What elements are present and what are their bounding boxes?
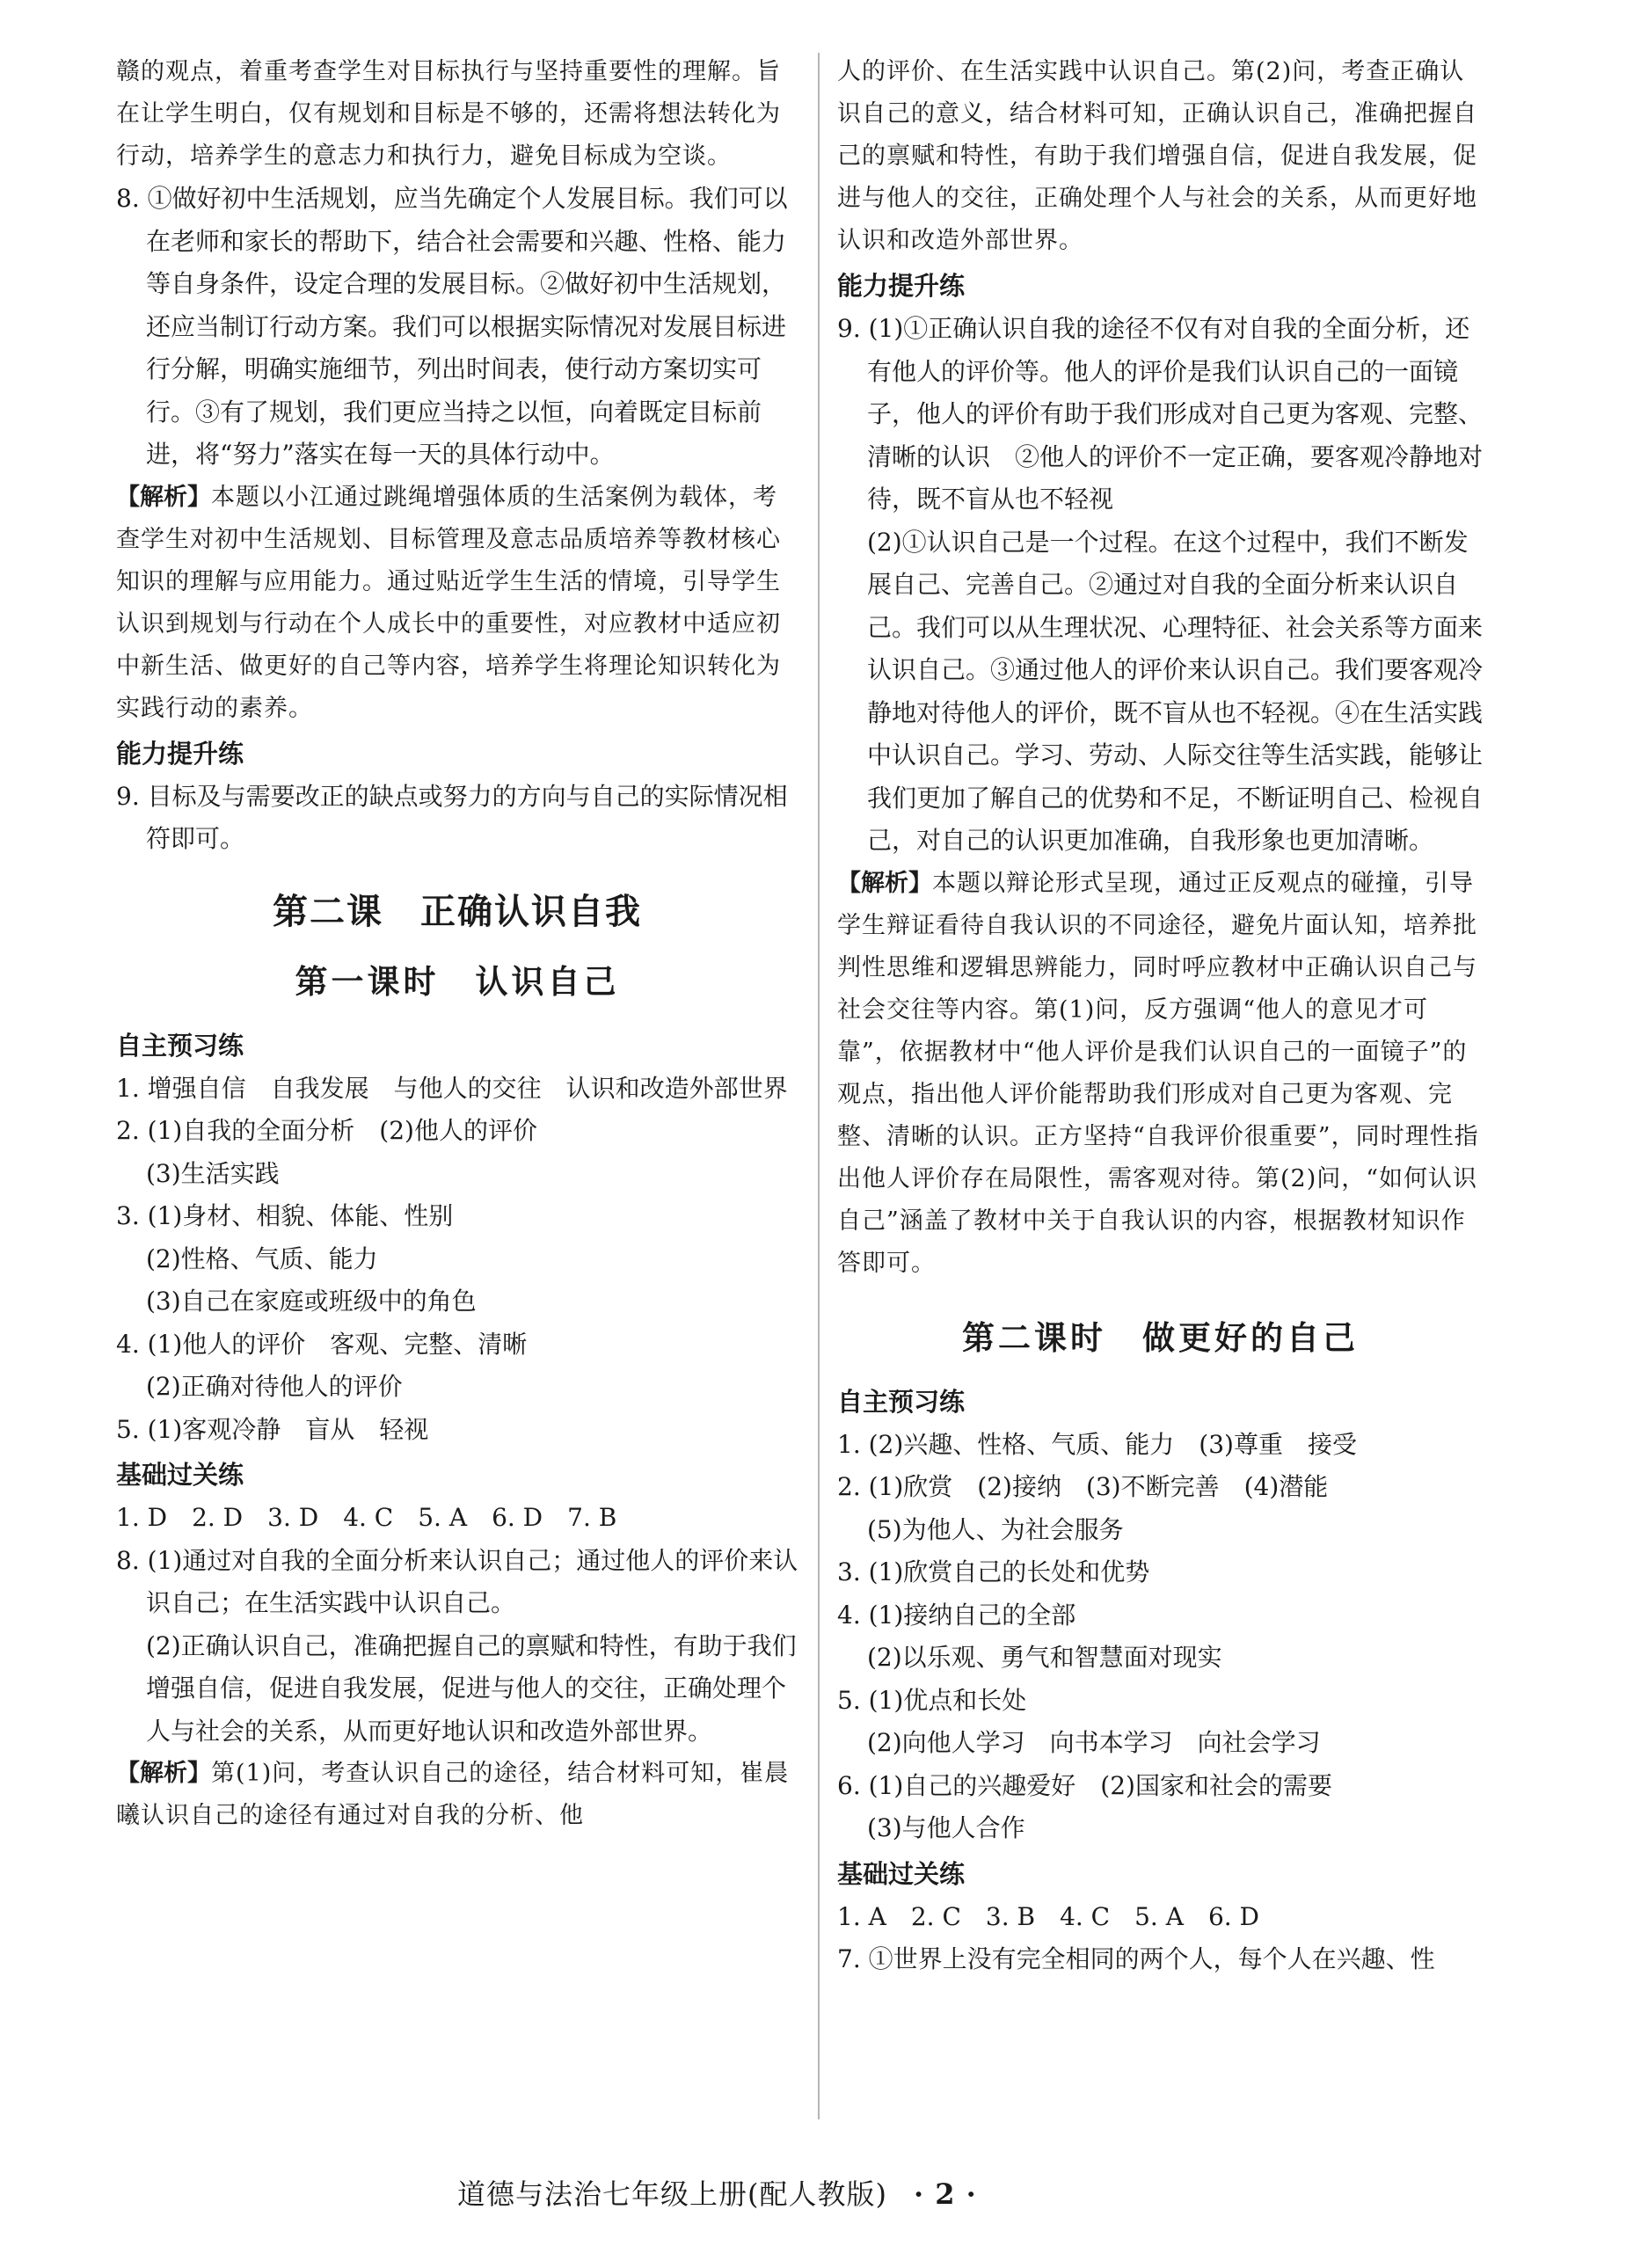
section-ability: 能力提升练 [116,738,244,769]
answer-q9-part2: (2)①认识自己是一个过程。在这个过程中，我们不断发展自己、完善自己。②通过对自我的全面分析来认识自己。我们可以从生理状况、心理特征、社会关系等方面来认识自己。③通过他人的评价来认识自己。我们要客观冷静地对待他人的评价，既不盲从也不轻视。④在生活实践中认识自己。学习、劳动、人际交往等生活实践，能够让我们更加了解自己的优势和不足，不断证明自己、检视自己，对自己的认识更加准确，自我形象也更加清晰。 [867,527,1484,855]
page-footer [457,2172,977,2213]
answer-q9-part1: 9. (1)①正确认识自我的途径不仅有对自我的全面分析，还有他人的评价等。他人的评价是我们认识自己的一面镜子，他人的评价有助于我们形成对自己更为客观、完整、清晰的认识 ②他人的评价不一定正确，要客观冷静地对待，既不盲从也不轻视 [837,314,1484,514]
right-column [837,51,1484,1981]
book-title: 道德与法治七年级上册(配人教版) [457,2177,887,2211]
answer-line: (2)性格、气质、能力 [146,1243,378,1273]
answer-line: 2. (1)自我的全面分析 (2)他人的评价 [116,1116,537,1145]
page-number: · 2 · [913,2177,977,2211]
analysis-text: 第(1)问，考查认识自己的途径，结合材料可知，崔晨曦认识自己的途径有通过对自我的分析、他 [116,1760,790,1829]
answer-line: (5)为他人、为社会服务 [867,1514,1124,1544]
answer-line: 5. (1)优点和长处 [837,1685,1027,1715]
answer-line: (3)自己在家庭或班级中的角色 [146,1287,477,1316]
answer-line: (3)生活实践 [146,1158,280,1188]
section-preview: 自主预习练 [116,1030,244,1061]
period-title: 第二课时 做更好的自己 [962,1317,1359,1357]
column-divider [818,53,820,2119]
answer-line: (3)与他人合作 [867,1813,1025,1842]
period-title: 第一课时 认识自己 [295,961,620,1001]
analysis-tag: 【解析】 [116,1760,211,1787]
answer-line: 5. (1)客观冷静 盲从 轻视 [116,1414,429,1444]
answer-line: 1. 增强自信 自我发展 与他人的交往 认识和改造外部世界 [116,1073,788,1103]
choice-answers: 1. A 2. C 3. B 4. C 5. A 6. D [837,1901,1260,1931]
section-basic: 基础过关练 [116,1460,244,1490]
choice-answers: 1. D 2. D 3. D 4. C 5. A 6. D 7. B [116,1503,617,1532]
section-preview: 自主预习练 [837,1386,966,1417]
answer-line: 2. (1)欣赏 (2)接纳 (3)不断完善 (4)潜能 [837,1472,1329,1501]
analysis-tag: 【解析】 [837,869,932,897]
answer-q8: 8. ①做好初中生活规划，应当先确定个人发展目标。我们可以在老师和家长的帮助下，结合社会需要和兴趣、性格、能力等自身条件，设定合理的发展目标。②做好初中生活规划，还应当制订行动方案。我们可以根据实际情况对发展目标进行分解，明确实施细节，列出时间表，使行动方案切实可行。③有了规划，我们更应当持之以恒，向着既定目标前进，将“努力”落实在每一天的具体行动中。 [116,184,788,469]
analysis-tag: 【解析】 [116,483,211,511]
lesson-title: 第二课 正确认识自我 [273,891,642,932]
answer-line: 4. (1)接纳自己的全部 [837,1600,1076,1630]
answer-line: 4. (1)他人的评价 客观、完整、清晰 [116,1329,528,1359]
left-column [116,51,798,1837]
analysis-text: 本题以小江通过跳绳增强体质的生活案例为载体，考查学生对初中生活规划、目标管理及意志品质培养等教材核心知识的理解与应用能力。通过贴近学生生活的情境，引导学生认识到规划与行动在个人成长中的重要性，对应教材中适应初中新生活、做更好的自己等内容，培养学生将理论知识转化为实践行动的素养。 [116,483,781,722]
answer-q8-part2: (2)正确认识自己，准确把握自己的禀赋和特性，有助于我们增强自信，促进自我发展，促进与他人的交往，正确处理个人与社会的关系，从而更好地认识和改造外部世界。 [146,1630,797,1746]
answer-line: 6. (1)自己的兴趣爱好 (2)国家和社会的需要 [837,1770,1332,1800]
answer-line: 1. (2)兴趣、性格、气质、能力 (3)尊重 接受 [837,1429,1357,1459]
answer-line: (2)正确对待他人的评价 [146,1372,403,1401]
continued-analysis: 人的评价、在生活实践中认识自己。第(2)问，考查正确认识自己的意义，结合材料可知，正确认识自己，准确把握自己的禀赋和特性，有助于我们增强自信，促进自我发展，促进与他人的交往，正确处理个人与社会的关系，从而更好地认识和改造外部世界。 [837,58,1477,254]
answer-line: 3. (1)身材、相貌、体能、性别 [116,1201,454,1230]
answer-line: (2)向他人学习 向书本学习 向社会学习 [867,1728,1321,1757]
analysis-q9 [837,863,1484,1285]
analysis-b8 [116,1753,798,1837]
section-ability: 能力提升练 [837,271,966,301]
answer-q8-part1: 8. (1)通过对自我的全面分析来认识自己；通过他人的评价来认识自己；在生活实践中认识自己。 [116,1545,798,1617]
answer-q7: 7. ①世界上没有完全相同的两个人，每个人在兴趣、性 [837,1944,1435,1973]
analysis-q8 [116,477,798,730]
answer-line: (2)以乐观、勇气和智慧面对现实 [867,1643,1222,1672]
section-basic: 基础过关练 [837,1858,966,1889]
analysis-text: 本题以辩论形式呈现，通过正反观点的碰撞，引导学生辩证看待自我认识的不同途径，避免片面认知，培养批判性思维和逻辑思辨能力，同时呼应教材中正确认识自己与社会交往等内容。第(1)问，反方强调“他人的意见才可靠”，依据教材中“他人评价是我们认识自己的一面镜子”的观点，指出他人评价能帮助我们形成对自己更为客观、完整、清晰的认识。正方坚持“自我评价很重要”，同时理性指出他人评价存在局限性，需客观对待。第(2)问，“如何认识自己”涵盖了教材中关于自我认识的内容，根据教材知识作答即可。 [837,869,1479,1277]
answer-line: 3. (1)欣赏自己的长处和优势 [837,1557,1150,1586]
answer-q9: 9. 目标及与需要改正的缺点或努力的方向与自己的实际情况相符即可。 [116,781,788,853]
continued-analysis: 赣的观点，着重考查学生对目标执行与坚持重要性的理解。旨在让学生明白，仅有规划和目标是不够的，还需将想法转化为行动，培养学生的意志力和执行力，避免目标成为空谈。 [116,58,781,170]
